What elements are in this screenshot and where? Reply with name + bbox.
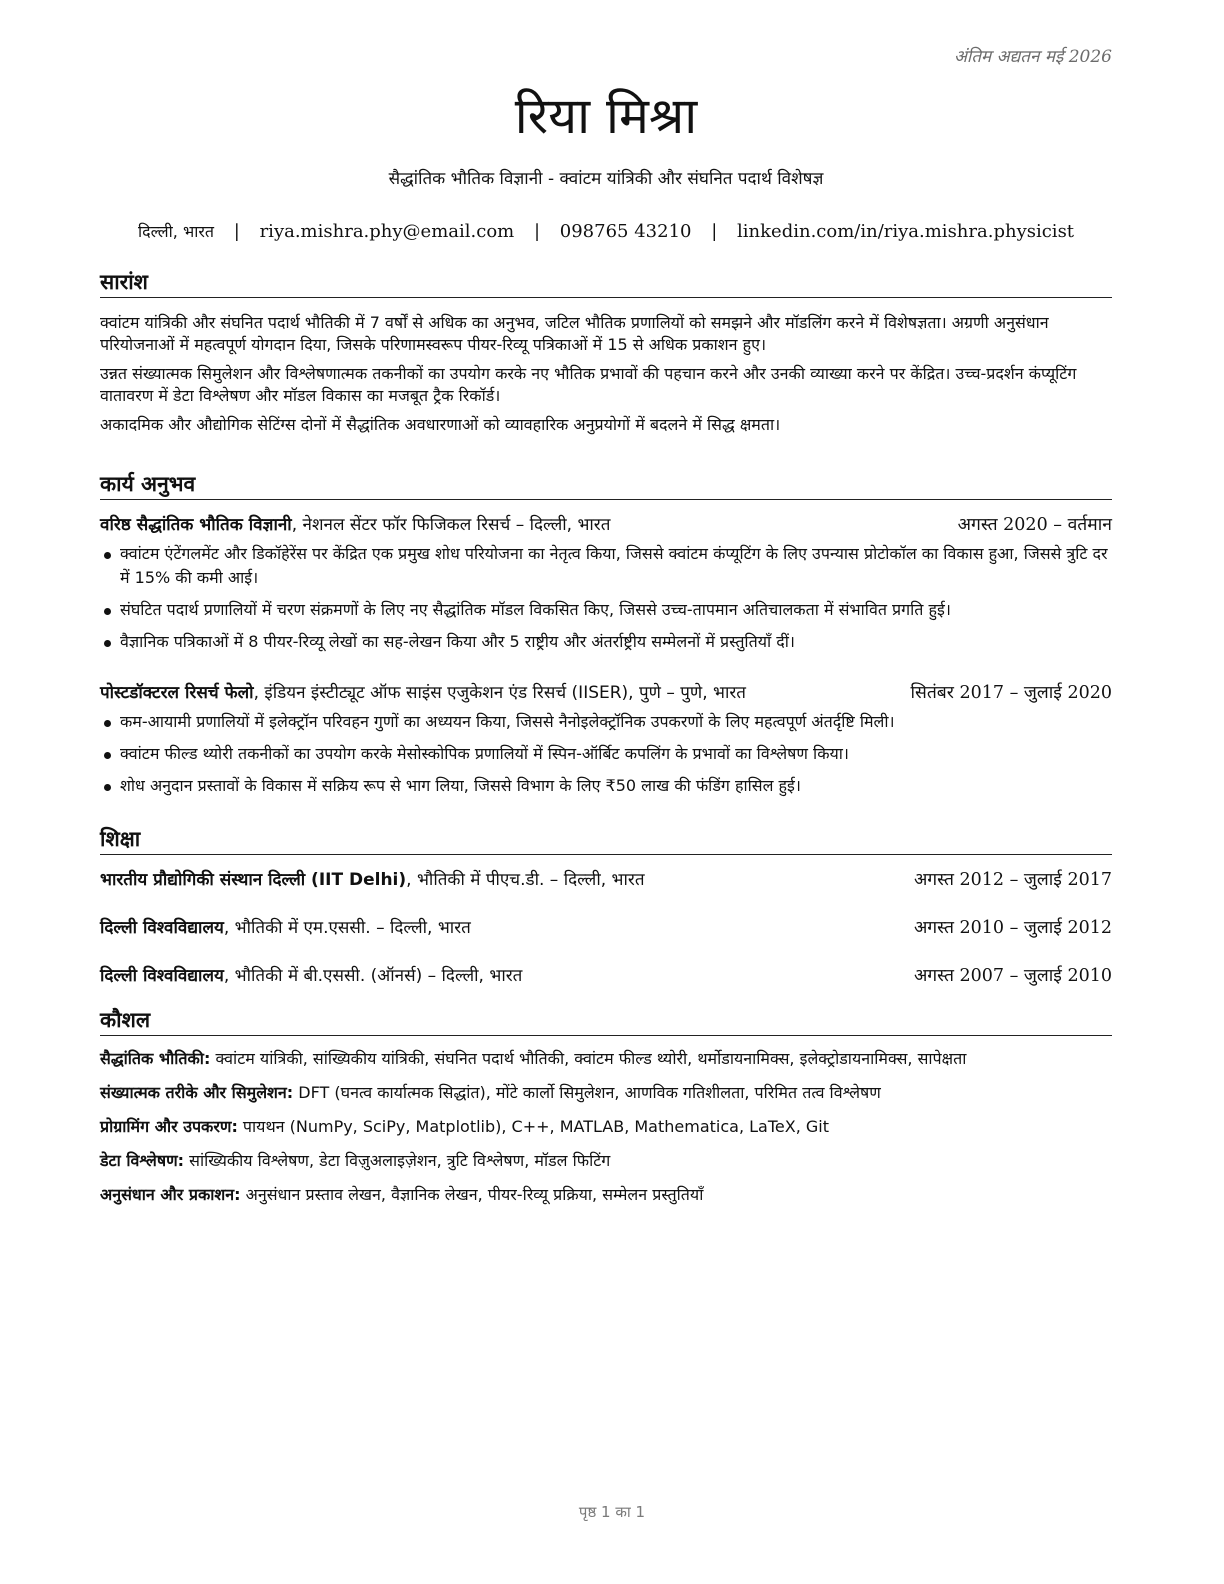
summary-paragraph: उन्नत संख्यात्मक सिमुलेशन और विश्लेषणात्मक तकनीकों का उपयोग करके नए भौतिक प्रभावों की पहचान करने और उनकी व्याख्या करने पर केंद्रित। उच्च-प्रदर्शन कंप्यूटिंग वातावरण में डेटा विश्लेषण और मॉडल विकास का मजबूत ट्रैक रिकॉर्ड। [100,364,1077,405]
job-header [100,680,1112,706]
summary-paragraph: क्वांटम यांत्रिकी और संघनित पदार्थ भौतिकी में 7 वर्षों से अधिक का अनुभव, जटिल भौतिक प्रणालियों को समझने और मॉडलिंग करने में विशेषज्ञता। अग्रणी अनुसंधान परियोजनाओं में महत्वपूर्ण योगदान दिया, जिसके परिणामस्वरूप पीयर-रिव्यू पत्रिकाओं में 15 से अधिक प्रकाशन हुए। [100,313,1049,354]
job-role: वरिष्ठ सैद्धांतिक भौतिक विज्ञानी [100,515,292,535]
bullet-icon [104,552,111,559]
candidate-tagline: सैद्धांतिक भौतिक विज्ञानी - क्वांटम यांत्रिकी और संघनित पदार्थ विशेषज्ञ [388,169,824,189]
bullet-icon [104,784,111,791]
skill-row [100,1110,1112,1144]
list-item: कम-आयामी प्रणालियों में इलेक्ट्रॉन परिवहन गुणों का अध्ययन किया, जिससे नैनोइलेक्ट्रॉनिक उपकरणों के लिए महत्वपूर्ण अंतर्दृष्टि मिली। [100,710,1112,734]
job-organization: , नेशनल सेंटर फॉर फिजिकल रिसर्च – दिल्ली, भारत [291,515,611,535]
education-dates: अगस्त 2010 – जुलाई 2012 [913,918,1112,938]
bullet-icon [104,752,111,759]
job-organization: , इंडियन इंस्टीट्यूट ऑफ साइंस एजुकेशन एंड रिसर्च (IISER), पुणे – पुणे, भारत [253,683,746,703]
bullet-icon [104,720,111,727]
education-entry [100,963,1112,989]
last-updated-date: अंतिम अद्यतन मई 2026 [953,47,1112,67]
skills-section [100,1006,1112,1212]
section-title-experience: कार्य अनुभव [100,470,1112,500]
skill-value: सांख्यिकीय विश्लेषण, डेटा विज़ुअलाइज़ेशन, त्रुटि विश्लेषण, मॉडल फिटिंग [184,1151,611,1170]
page-number: पृष्ठ 1 का 1 [578,1503,646,1521]
contact-linkedin[interactable]: linkedin.com/in/riya.mishra.physicist [737,221,1075,242]
education-school: दिल्ली विश्वविद्यालय [100,918,224,938]
list-item: शोध अनुदान प्रस्तावों के विकास में सक्रिय रूप से भाग लिया, जिससे विभाग के लिए ₹50 लाख की फंडिंग हासिल हुई। [100,774,1112,798]
contact-separator: | [533,221,541,242]
list-item: संघटित पदार्थ प्रणालियों में चरण संक्रमणों के लिए नए सैद्धांतिक मॉडल विकसित किए, जिससे उच्च-तापमान अतिचालकता में संभावित प्रगति हुई। [100,598,1112,622]
skill-value: पायथन (NumPy, SciPy, Matplotlib), C++, MATLAB, Mathematica, LaTeX, Git [237,1117,829,1136]
job-bullets [100,710,1112,798]
summary-paragraph: अकादमिक और औद्योगिक सेटिंग्स दोनों में सैद्धांतिक अवधारणाओं को व्यावहारिक अनुप्रयोगों में बदलने में सिद्ध क्षमता। [100,415,781,434]
skill-value: क्वांटम यांत्रिकी, सांख्यिकीय यांत्रिकी, संघनित पदार्थ भौतिकी, क्वांटम फील्ड थ्योरी, थर्मोडायनामिक्स, इलेक्ट्रोडायनामिक्स, सापेक्षता [210,1049,967,1068]
job-entry [100,512,1112,654]
contact-email[interactable]: riya.mishra.phy@email.com [259,221,515,242]
education-dates: अगस्त 2012 – जुलाई 2017 [913,870,1112,890]
education-section [100,825,1112,989]
skill-row [100,1076,1112,1110]
summary-section [100,268,1112,436]
skill-label: संख्यात्मक तरीके और सिमुलेशन: [100,1083,294,1102]
bullet-icon [104,608,111,615]
skill-row [100,1178,1112,1212]
skill-value: अनुसंधान प्रस्ताव लेखन, वैज्ञानिक लेखन, पीयर-रिव्यू प्रक्रिया, सम्मेलन प्रस्तुतियाँ [240,1185,704,1204]
education-dates: अगस्त 2007 – जुलाई 2010 [913,966,1112,986]
education-detail: , भौतिकी में बी.एससी. (ऑनर्स) – दिल्ली, भारत [223,966,523,986]
skill-label: डेटा विश्लेषण: [100,1151,185,1170]
experience-section [100,470,1112,798]
education-entry [100,915,1112,941]
contact-separator: | [233,221,240,242]
education-entry [100,867,1112,893]
skill-label: अनुसंधान और प्रकाशन: [100,1185,241,1204]
skills-list [100,1042,1112,1212]
skill-value: DFT (घनत्व कार्यात्मक सिद्धांत), मोंटे कार्लो सिमुलेशन, आणविक गतिशीलता, परिमित तत्व विश्लेषण [293,1083,881,1102]
list-item: क्वांटम फील्ड थ्योरी तकनीकों का उपयोग करके मेसोस्कोपिक प्रणालियों में स्पिन-ऑर्बिट कपलिंग के प्रभावों का विश्लेषण किया। [100,742,1112,766]
education-detail: , भौतिकी में पीएच.डी. – दिल्ली, भारत [406,870,645,890]
skill-row [100,1042,1112,1076]
job-entry [100,680,1112,798]
education-school: भारतीय प्रौद्योगिकी संस्थान दिल्ली (IIT Delhi) [100,870,407,890]
job-header [100,512,1112,538]
list-item: क्वांटम एंटेंगलमेंट और डिकॉहेरेंस पर केंद्रित एक प्रमुख शोध परियोजना का नेतृत्व किया, जिससे क्वांटम कंप्यूटिंग के लिए उपन्यास प्रोटोकॉल का विकास हुआ, जिससे त्रुटि दर में 15% की कमी आई। [100,542,1112,590]
section-title-summary: सारांश [100,268,1112,298]
education-school: दिल्ली विश्वविद्यालय [100,966,224,986]
candidate-name: रिया मिश्रा [514,87,698,145]
education-detail: , भौतिकी में एम.एससी. – दिल्ली, भारत [223,918,471,938]
job-dates: सितंबर 2017 – जुलाई 2020 [910,683,1112,703]
job-dates: अगस्त 2020 – वर्तमान [957,515,1112,535]
contact-separator: | [711,221,718,242]
section-title-skills: कौशल [100,1006,1112,1036]
skill-label: सैद्धांतिक भौतिकी: [100,1049,211,1068]
list-item: वैज्ञानिक पत्रिकाओं में 8 पीयर-रिव्यू लेखों का सह-लेखन किया और 5 राष्ट्रीय और अंतर्राष्ट्रीय सम्मेलनों में प्रस्तुतियाँ दीं। [100,630,1112,654]
contact-location: दिल्ली, भारत [137,222,215,241]
resume-page [100,0,1112,1584]
section-title-education: शिक्षा [100,825,1112,855]
job-role: पोस्टडॉक्टरल रिसर्च फेलो [100,683,254,703]
skill-label: प्रोग्रामिंग और उपकरण: [100,1117,238,1136]
bullet-icon [104,640,111,647]
contact-line [100,219,1112,245]
skill-row [100,1144,1112,1178]
contact-phone: 098765 43210 [559,221,692,242]
job-bullets [100,542,1112,654]
